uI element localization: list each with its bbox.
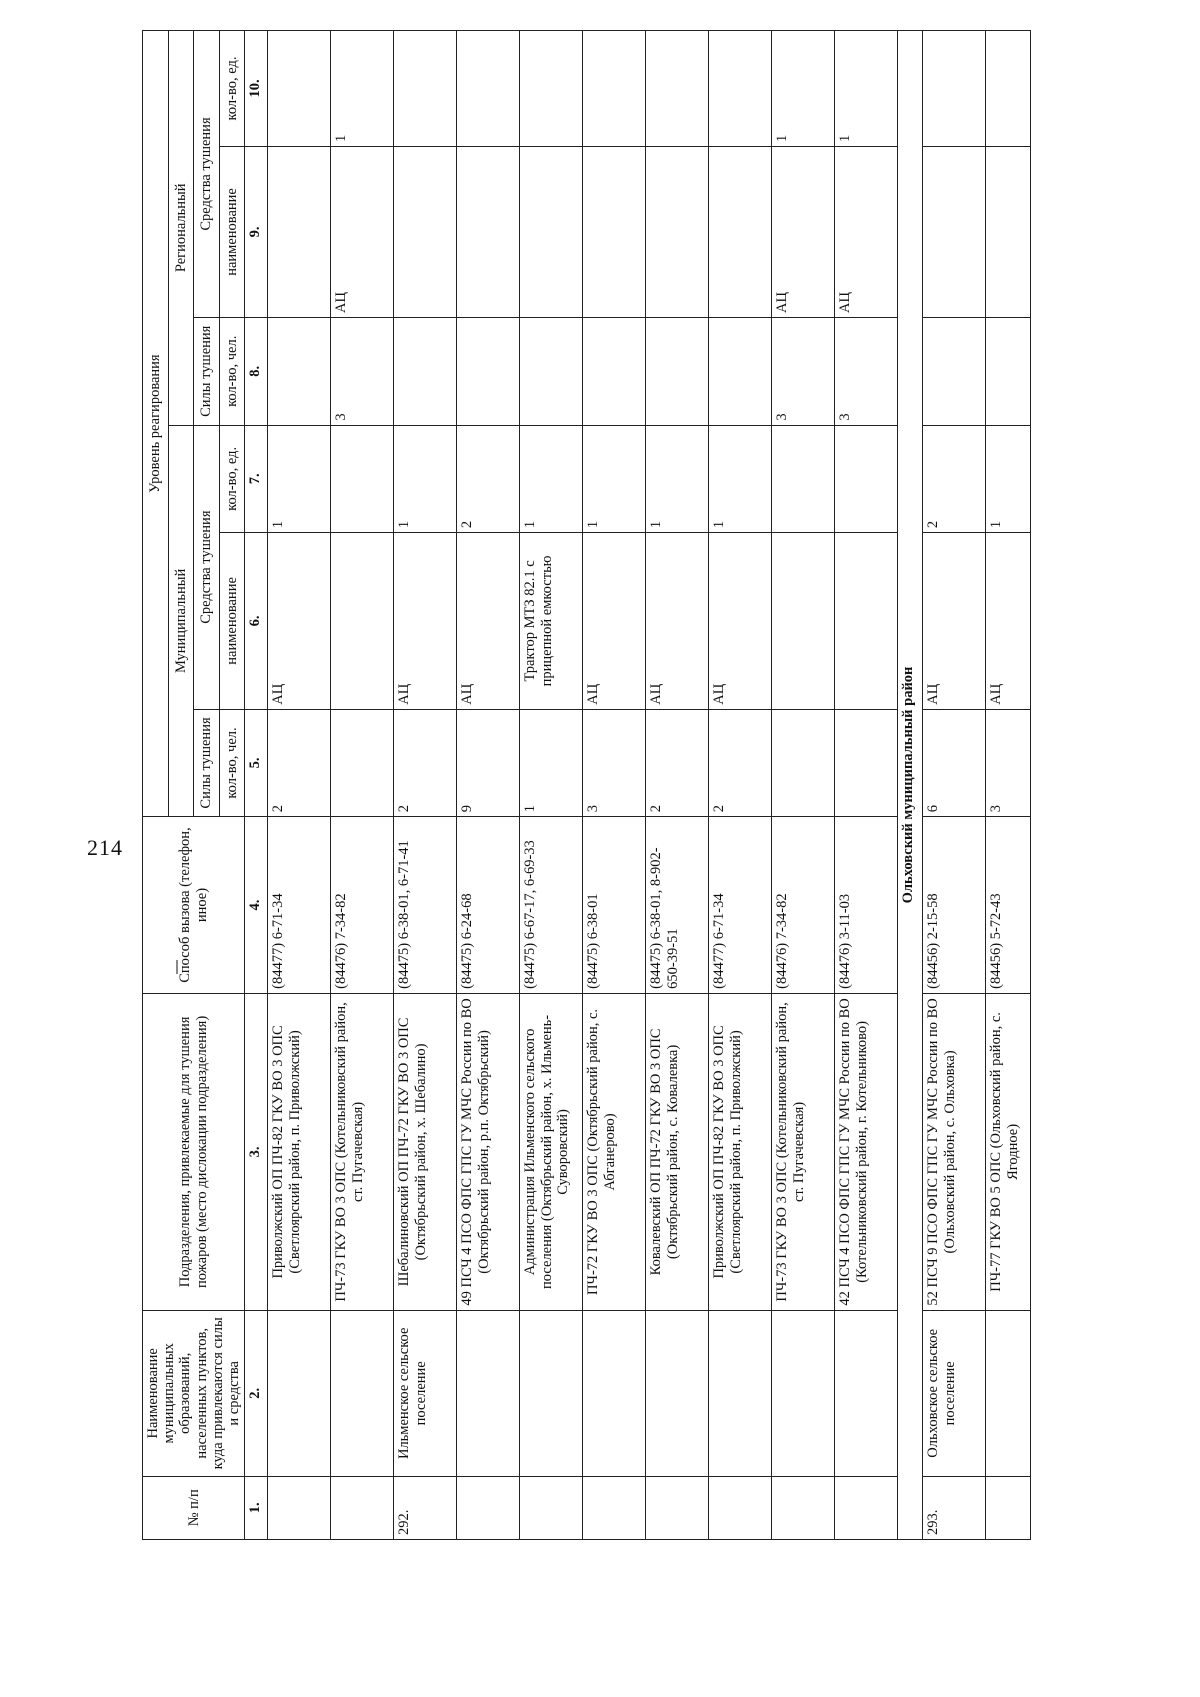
table-row	[331, 31, 394, 1540]
row-num: 292.	[394, 1476, 457, 1539]
row-r-qty	[268, 31, 331, 147]
row-settlement	[646, 1311, 709, 1477]
row-r-people	[709, 317, 772, 425]
row-phone: (84477) 6-71-34	[709, 817, 772, 994]
index-cell: 7.	[245, 425, 268, 533]
row-unit: ПЧ-77 ГКУ ВО 5 ОПС (Ольховский район, с. Ягодное)	[986, 993, 1031, 1310]
table-row	[646, 31, 709, 1540]
row-m-qty: 1	[520, 425, 583, 533]
table-row	[520, 31, 583, 1540]
header-phone: Способ вызова (телефон, иное)	[143, 817, 245, 994]
row-settlement	[268, 1311, 331, 1477]
row-m-qty: 1	[583, 425, 646, 533]
row-unit: Ковалевский ОП ПЧ-72 ГКУ ВО 3 ОПС (Октябрьский район, с. Ковалевка)	[646, 993, 709, 1310]
row-m-name: АЦ	[923, 533, 986, 710]
row-m-name	[331, 533, 394, 710]
row-settlement	[520, 1311, 583, 1477]
row-r-name	[646, 146, 709, 317]
row-r-qty	[520, 31, 583, 147]
row-num	[268, 1476, 331, 1539]
section-row	[898, 31, 923, 1540]
row-m-people: 2	[646, 709, 709, 817]
row-settlement	[772, 1311, 835, 1477]
row-m-name: АЦ	[646, 533, 709, 710]
row-settlement	[331, 1311, 394, 1477]
header-m-qty-units: кол-во, ед.	[219, 425, 245, 533]
row-phone: (84475) 6-24-68	[457, 817, 520, 994]
row-r-name	[268, 146, 331, 317]
row-m-name: Трактор МТЗ 82.1 с прицепной емкостью	[520, 533, 583, 710]
row-num	[986, 1476, 1031, 1539]
row-settlement: Ильменское сельское поселение	[394, 1311, 457, 1477]
row-unit: ПЧ-73 ГКУ ВО 3 ОПС (Котельниковский район, ст. Пугачевская)	[772, 993, 835, 1310]
row-m-people	[331, 709, 394, 817]
row-r-qty: 1	[835, 31, 898, 147]
row-r-people	[923, 317, 986, 425]
row-settlement	[457, 1311, 520, 1477]
row-phone: (84475) 6-38-01, 6-71-41	[394, 817, 457, 994]
table-row	[394, 31, 457, 1540]
row-r-people: 3	[331, 317, 394, 425]
row-r-qty	[583, 31, 646, 147]
index-cell: 1.	[245, 1476, 268, 1539]
row-unit: 49 ПСЧ 4 ПСО ФПС ГПС ГУ МЧС России по ВО (Октябрьский район, р.п. Октябрьский)	[457, 993, 520, 1310]
row-m-name: АЦ	[268, 533, 331, 710]
row-m-name: АЦ	[709, 533, 772, 710]
index-cell: 9.	[245, 146, 268, 317]
row-r-people	[583, 317, 646, 425]
row-m-name: АЦ	[457, 533, 520, 710]
row-unit: 42 ПСЧ 4 ПСО ФПС ГПС ГУ МЧС России по ВО (Котельниковский район, г. Котельниково)	[835, 993, 898, 1310]
row-r-name	[986, 146, 1031, 317]
response-table	[142, 30, 1031, 1540]
row-r-qty: 1	[772, 31, 835, 147]
row-settlement	[709, 1311, 772, 1477]
row-phone: (84475) 6-38-01, 8-902-650-39-51	[646, 817, 709, 994]
row-m-people: 1	[520, 709, 583, 817]
row-r-people	[457, 317, 520, 425]
row-r-qty: 1	[331, 31, 394, 147]
row-m-qty: 2	[923, 425, 986, 533]
row-r-people	[646, 317, 709, 425]
header-m-qty-people: кол-во, чел.	[219, 709, 245, 817]
row-phone: (84476) 3-11-03	[835, 817, 898, 994]
header-r-qty-people: кол-во, чел.	[219, 317, 245, 425]
row-num	[520, 1476, 583, 1539]
row-r-name	[394, 146, 457, 317]
row-r-name: АЦ	[331, 146, 394, 317]
row-m-qty	[772, 425, 835, 533]
index-cell: 4.	[245, 817, 268, 994]
header-settlement: Наименование муниципальных образований, населенных пунктов, куда привлекаются силы и средства	[143, 1311, 245, 1477]
row-r-people	[520, 317, 583, 425]
header-municipal: Муниципальный	[168, 425, 194, 817]
row-m-qty: 1	[394, 425, 457, 533]
row-unit: 52 ПСЧ 9 ПСО ФПС ГПС ГУ МЧС России по ВО (Ольховский район, с. Ольховка)	[923, 993, 986, 1310]
index-cell: 10.	[245, 31, 268, 147]
table-row	[457, 31, 520, 1540]
row-m-qty	[331, 425, 394, 533]
table-row	[268, 31, 331, 1540]
index-cell: 6.	[245, 533, 268, 710]
header-r-means: Средства тушения	[194, 31, 220, 318]
header-r-forces: Силы тушения	[194, 317, 220, 425]
header-unit: Подразделения, привлекаемые для тушения пожаров (место дислокации подразделения)	[143, 993, 245, 1310]
row-num	[772, 1476, 835, 1539]
row-m-qty: 1	[709, 425, 772, 533]
row-num: 293.	[923, 1476, 986, 1539]
row-m-people	[772, 709, 835, 817]
header-regional: Региональный	[168, 31, 194, 426]
row-num	[331, 1476, 394, 1539]
row-num	[583, 1476, 646, 1539]
row-r-name	[583, 146, 646, 317]
header-num: № п/п	[143, 1476, 245, 1539]
row-m-people	[835, 709, 898, 817]
row-r-qty	[709, 31, 772, 147]
row-m-qty: 2	[457, 425, 520, 533]
row-r-name	[923, 146, 986, 317]
row-num	[709, 1476, 772, 1539]
index-row	[245, 31, 268, 1540]
header-level: Уровень реагирования	[143, 31, 169, 817]
row-m-people: 2	[394, 709, 457, 817]
row-r-qty	[394, 31, 457, 147]
row-m-qty: 1	[268, 425, 331, 533]
row-r-name: АЦ	[772, 146, 835, 317]
row-m-people: 3	[583, 709, 646, 817]
row-r-name	[520, 146, 583, 317]
index-cell: 3.	[245, 993, 268, 1310]
header-m-name: наименование	[219, 533, 245, 710]
row-m-qty: 1	[986, 425, 1031, 533]
row-unit: ПЧ-72 ГКУ ВО 3 ОПС (Октябрьский район, с. Абганерово)	[583, 993, 646, 1310]
row-m-name	[772, 533, 835, 710]
table-row	[772, 31, 835, 1540]
row-num	[646, 1476, 709, 1539]
row-num	[835, 1476, 898, 1539]
row-settlement	[835, 1311, 898, 1477]
row-unit: Шебалиновский ОП ПЧ-72 ГКУ ВО 3 ОПС (Октябрьский район, х. Шебалино)	[394, 993, 457, 1310]
page-number: 214	[87, 835, 123, 860]
row-m-name	[835, 533, 898, 710]
row-settlement	[986, 1311, 1031, 1477]
section-title: Ольховский муниципальный район	[898, 31, 923, 1540]
row-m-qty	[835, 425, 898, 533]
index-cell: 2.	[245, 1311, 268, 1477]
header-r-name: наименование	[219, 146, 245, 317]
table-row	[709, 31, 772, 1540]
row-phone: (84476) 7-34-82	[331, 817, 394, 994]
row-m-name: АЦ	[986, 533, 1031, 710]
row-unit: Приволжский ОП ПЧ-82 ГКУ ВО 3 ОПС (Светлоярский район, п. Приволжский)	[709, 993, 772, 1310]
row-unit: ПЧ-73 ГКУ ВО 3 ОПС (Котельниковский район, ст. Пугачевская)	[331, 993, 394, 1310]
row-num	[457, 1476, 520, 1539]
header-m-forces: Силы тушения	[194, 709, 220, 817]
row-phone: (84456) 2-15-58	[923, 817, 986, 994]
row-m-name: АЦ	[583, 533, 646, 710]
row-unit: Приволжский ОП ПЧ-82 ГКУ ВО 3 ОПС (Светлоярский район, п. Приволжский)	[268, 993, 331, 1310]
row-m-people: 9	[457, 709, 520, 817]
row-r-people	[986, 317, 1031, 425]
row-r-people: 3	[772, 317, 835, 425]
table-row	[583, 31, 646, 1540]
table-row	[986, 31, 1031, 1540]
row-r-people: 3	[835, 317, 898, 425]
row-phone: (84475) 6-67-17, 6-69-33	[520, 817, 583, 994]
row-m-people: 2	[709, 709, 772, 817]
row-r-name	[457, 146, 520, 317]
row-r-qty	[923, 31, 986, 147]
header-r-qty-units: кол-во, ед.	[219, 31, 245, 147]
row-m-name: АЦ	[394, 533, 457, 710]
row-phone: (84475) 6-38-01	[583, 817, 646, 994]
index-cell: 8.	[245, 317, 268, 425]
row-r-people	[268, 317, 331, 425]
row-r-qty	[986, 31, 1031, 147]
table-row	[835, 31, 898, 1540]
row-m-qty: 1	[646, 425, 709, 533]
header-m-means: Средства тушения	[194, 425, 220, 709]
row-r-qty	[457, 31, 520, 147]
row-unit: Администрация Ильменского сельского поселения (Октябрьский район, х. Ильмень-Суворовский)	[520, 993, 583, 1310]
row-m-people: 3	[986, 709, 1031, 817]
row-phone: (84476) 7-34-82	[772, 817, 835, 994]
row-m-people: 2	[268, 709, 331, 817]
row-r-name: АЦ	[835, 146, 898, 317]
row-r-people	[394, 317, 457, 425]
rotated-page	[142, 30, 1200, 1540]
row-settlement: Ольховское сельское поселение	[923, 1311, 986, 1477]
index-cell: 5.	[245, 709, 268, 817]
row-m-people: 6	[923, 709, 986, 817]
row-r-name	[709, 146, 772, 317]
row-phone: (84477) 6-71-34	[268, 817, 331, 994]
table-row	[923, 31, 986, 1540]
row-r-qty	[646, 31, 709, 147]
row-phone: (84456) 5-72-43	[986, 817, 1031, 994]
row-settlement	[583, 1311, 646, 1477]
